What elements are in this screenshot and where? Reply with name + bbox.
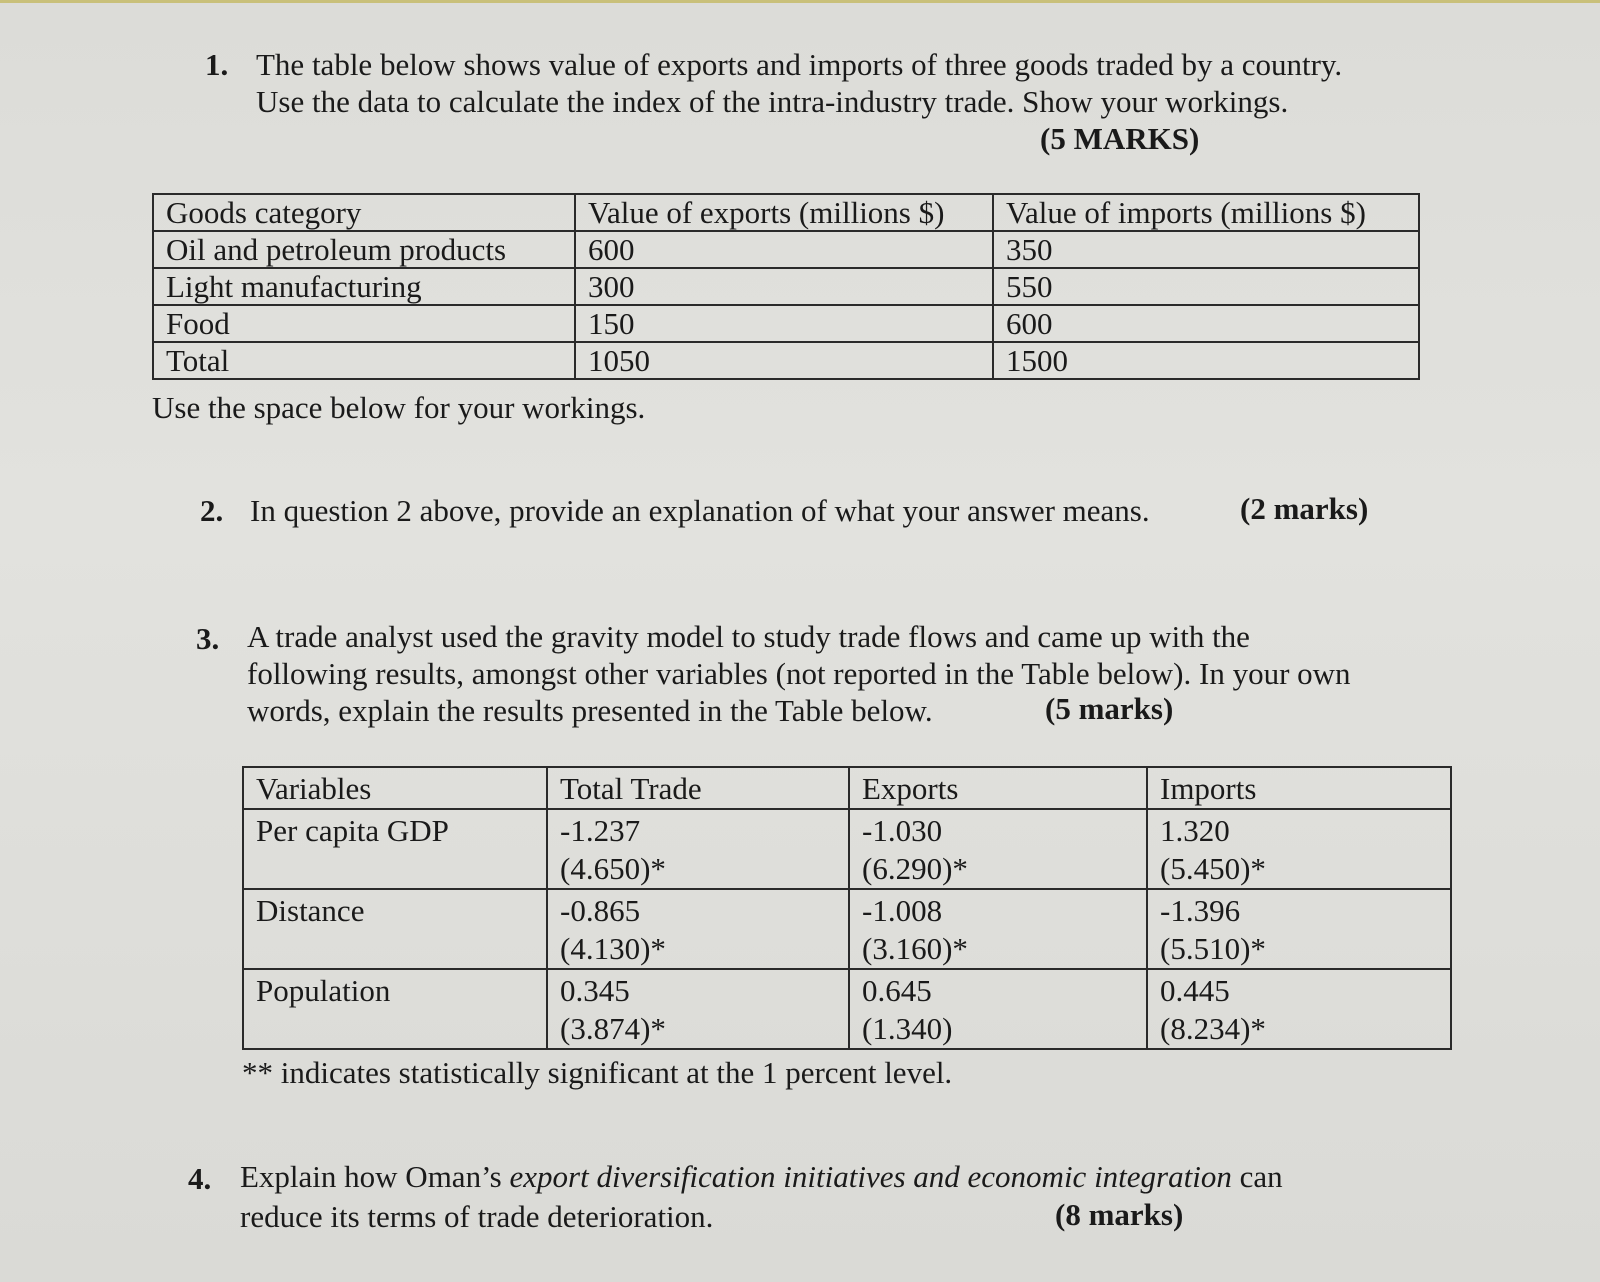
question-1-number: 1. — [205, 47, 229, 82]
coefficient: 0.445 — [1160, 973, 1230, 1008]
header-total-trade: Total Trade — [547, 767, 849, 809]
question-1-marks: (5 MARKS) — [1040, 121, 1200, 156]
t-statistic: (3.874)* — [560, 1011, 666, 1046]
cell-exports: 150 — [575, 305, 993, 342]
coefficient: -1.030 — [862, 813, 943, 848]
coefficient: -1.396 — [1160, 893, 1241, 928]
question-3-number: 3. — [196, 621, 220, 656]
header-imports: Value of imports (millions $) — [993, 194, 1419, 231]
question-4-line-2: reduce its terms of trade deterioration. — [240, 1199, 714, 1234]
question-4-line-1-end: can — [1231, 1159, 1283, 1194]
question-3-line-3: words, explain the results presented in the Table below. — [247, 693, 933, 728]
t-statistic: (4.650)* — [560, 851, 666, 886]
question-1-line-2: Use the data to calculate the index of the intra-industry trade. Show your workings. — [256, 84, 1289, 119]
cell-imports: 1500 — [993, 342, 1419, 379]
coefficient: -1.008 — [862, 893, 943, 928]
cell-goods: Food — [153, 305, 575, 342]
question-1-line-1: The table below shows value of exports and imports of three goods traded by a country. — [256, 47, 1343, 82]
question-4-emphasis: export diversification initiatives and economic integration — [509, 1159, 1232, 1194]
cell-variable: Population — [243, 969, 547, 1049]
question-3-line-1: A trade analyst used the gravity model to study trade flows and came up with the — [247, 619, 1250, 654]
cell-variable: Per capita GDP — [243, 809, 547, 889]
cell-exports: 300 — [575, 268, 993, 305]
cell-imports: 550 — [993, 268, 1419, 305]
cell-goods: Total — [153, 342, 575, 379]
question-4-line-1-start: Explain how Oman’s — [240, 1159, 510, 1194]
cell-exports: 600 — [575, 231, 993, 268]
question-2-number: 2. — [200, 493, 224, 528]
header-exports: Exports — [849, 767, 1147, 809]
t-statistic: (5.510)* — [1160, 931, 1266, 966]
cell-exports: 1050 — [575, 342, 993, 379]
question-4-line-1 — [240, 1158, 1283, 1196]
question-3-marks: (5 marks) — [1045, 691, 1174, 726]
coefficient: -1.237 — [560, 813, 641, 848]
coefficient: 0.645 — [862, 973, 932, 1008]
question-4-marks: (8 marks) — [1055, 1197, 1184, 1232]
t-statistic: (5.450)* — [1160, 851, 1266, 886]
coefficient: -0.865 — [560, 893, 641, 928]
header-variables: Variables — [243, 767, 547, 809]
t-statistic: (1.340) — [862, 1011, 953, 1046]
cell-imports: 600 — [993, 305, 1419, 342]
cell-goods: Oil and petroleum products — [153, 231, 575, 268]
significance-footnote: ** indicates statistically significant at the 1 percent level. — [242, 1055, 953, 1090]
workings-note: Use the space below for your workings. — [152, 390, 646, 425]
header-imports: Imports — [1147, 767, 1451, 809]
t-statistic: (6.290)* — [862, 851, 968, 886]
question-3-line-2: following results, amongst other variables (not reported in the Table below). In your own — [247, 656, 1351, 691]
t-statistic: (8.234)* — [1160, 1011, 1266, 1046]
question-2-marks: (2 marks) — [1240, 491, 1369, 526]
coefficient: 1.320 — [1160, 813, 1230, 848]
t-statistic: (4.130)* — [560, 931, 666, 966]
cell-variable: Distance — [243, 889, 547, 969]
header-exports: Value of exports (millions $) — [575, 194, 993, 231]
coefficient: 0.345 — [560, 973, 630, 1008]
question-4-number: 4. — [188, 1161, 212, 1196]
question-2-text: In question 2 above, provide an explanation of what your answer means. — [250, 493, 1150, 528]
cell-goods: Light manufacturing — [153, 268, 575, 305]
t-statistic: (3.160)* — [862, 931, 968, 966]
header-goods-category: Goods category — [153, 194, 575, 231]
cell-imports: 350 — [993, 231, 1419, 268]
